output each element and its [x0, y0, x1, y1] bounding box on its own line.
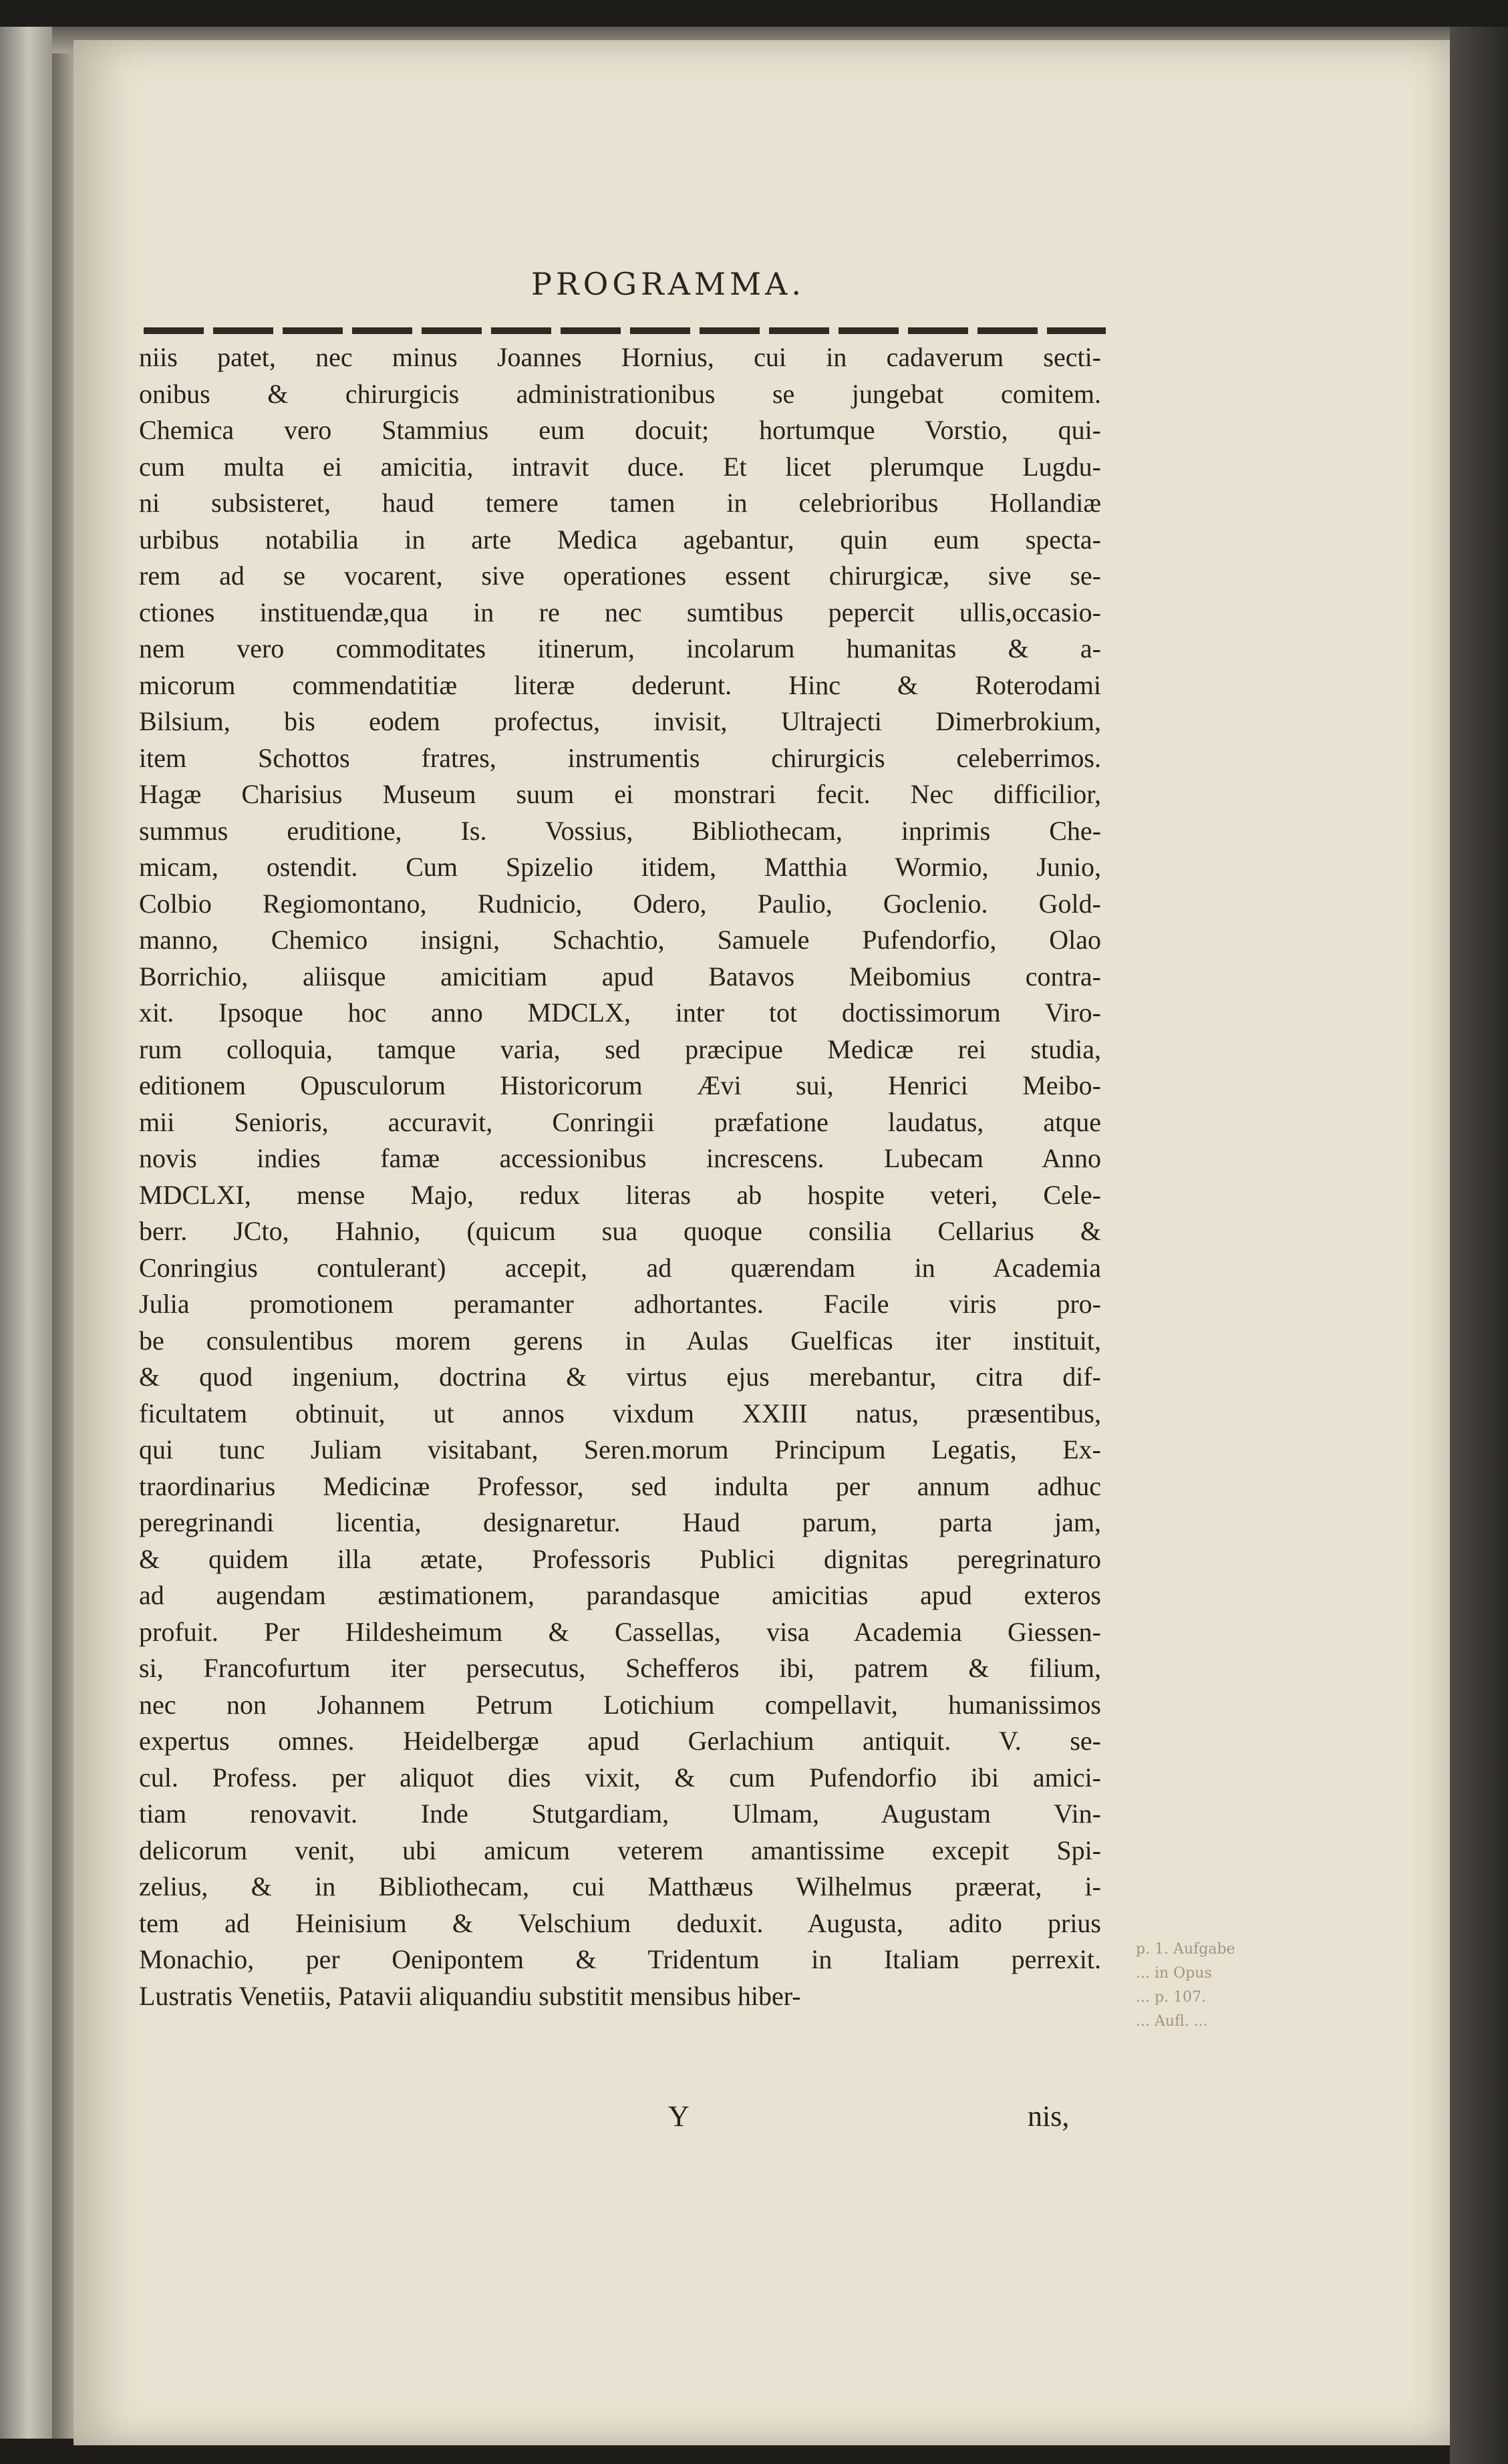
text-line: Bilsium, bis eodem profectus, invisit, Ultrajecti Dimerbrokium,	[139, 706, 1101, 736]
text-line: Borrichio, aliisque amicitiam apud Batavos Meibomius contra-	[139, 961, 1101, 991]
text-line: berr. JCto, Hahnio, (quicum sua quoque consilia Cellarius &	[139, 1216, 1101, 1246]
text-line: & quod ingenium, doctrina & virtus ejus merebantur, citra dif-	[139, 1362, 1101, 1392]
text-line: profuit. Per Hildesheimum & Cassellas, visa Academia Giessen-	[139, 1616, 1101, 1647]
text-line: rem ad se vocarent, sive operationes essent chirurgicæ, sive se-	[139, 561, 1101, 591]
text-line: & quidem illa ætate, Professoris Publici dignitas peregrinaturo	[139, 1543, 1101, 1574]
text-line: zelius, & in Bibliothecam, cui Matthæus Wilhelmus præerat, i-	[139, 1871, 1101, 1901]
margin-note-line: p. 1. Aufgabe	[1136, 1941, 1235, 1958]
text-line: Julia promotionem peramanter adhortantes. Facile viris pro-	[139, 1289, 1101, 1319]
text-line: urbibus notabilia in arte Medica agebantur, quin eum specta-	[139, 524, 1101, 555]
text-line: nem vero commoditates itinerum, incolarum humanitas & a-	[139, 633, 1101, 663]
signature-mark: Y	[668, 2100, 690, 2133]
text-line: rum colloquia, tamque varia, sed præcipue Medicæ rei studia,	[139, 1034, 1101, 1064]
body-text	[139, 339, 1101, 2014]
text-line: manno, Chemico insigni, Schachtio, Samuele Pufendorfio, Olao	[139, 925, 1101, 955]
text-line: Chemica vero Stammius eum docuit; hortumque Vorstio, qui-	[139, 415, 1101, 445]
margin-note-line: ... p. 107.	[1136, 1989, 1207, 2006]
text-line: be consulentibus morem gerens in Aulas Guelficas iter instituit,	[139, 1325, 1101, 1356]
header-rule	[144, 327, 1106, 334]
right-edge	[1450, 27, 1508, 2464]
text-line: qui tunc Juliam visitabant, Seren.morum Principum Legatis, Ex-	[139, 1434, 1101, 1465]
text-line: item Schottos fratres, instrumentis chirurgicis celeberrimos.	[139, 742, 1101, 773]
text-line: Monachio, per Oenipontem & Tridentum in Italiam perrexit.	[139, 1944, 1101, 1974]
text-line: tiam renovavit. Inde Stutgardiam, Ulmam, Augustam Vin-	[139, 1799, 1101, 1829]
margin-note-line: ... Aufl. ...	[1136, 2013, 1208, 2030]
text-line: peregrinandi licentia, designaretur. Haud parum, parta jam,	[139, 1507, 1101, 1537]
text-line: nec non Johannem Petrum Lotichium compellavit, humanissimos	[139, 1689, 1101, 1720]
text-line: summus eruditione, Is. Vossius, Bibliothecam, inprimis Che-	[139, 815, 1101, 846]
text-line: si, Francofurtum iter persecutus, Schefferos ibi, patrem & filium,	[139, 1653, 1101, 1683]
text-line: novis indies famæ accessionibus increscens. Lubecam Anno	[139, 1143, 1101, 1173]
text-line: micam, ostendit. Cum Spizelio itidem, Matthia Wormio, Junio,	[139, 852, 1101, 882]
running-head: PROGRAMMA.	[531, 266, 805, 302]
text-line: xit. Ipsoque hoc anno MDCLX, inter tot doctissimorum Viro-	[139, 997, 1101, 1028]
text-line: mii Senioris, accuravit, Conringii præfatione laudatus, atque	[139, 1106, 1101, 1137]
catchword: nis,	[1028, 2100, 1070, 2133]
text-line: expertus omnes. Heidelbergæ apud Gerlachium antiquit. V. se-	[139, 1726, 1101, 1756]
text-line: Colbio Regiomontano, Rudnicio, Odero, Paulio, Goclenio. Gold-	[139, 888, 1101, 919]
text-line: niis patet, nec minus Joannes Hornius, cui in cadaverum secti-	[139, 342, 1101, 372]
text-line: MDCLXI, mense Majo, redux literas ab hospite veteri, Cele-	[139, 1179, 1101, 1210]
left-page-edge	[0, 27, 52, 2439]
marginal-handwritten-note	[1136, 1938, 1236, 2034]
text-line: delicorum venit, ubi amicum veterem amantissime excepit Spi-	[139, 1835, 1101, 1865]
text-line: Hagæ Charisius Museum suum ei monstrari fecit. Nec difficilior,	[139, 779, 1101, 809]
text-line: micorum commendatitiæ literæ dederunt. Hinc & Roterodami	[139, 669, 1101, 700]
text-line: cum multa ei amicitia, intravit duce. Et licet plerumque Lugdu-	[139, 451, 1101, 482]
text-line: Conringius contulerant) accepit, ad quærendam in Academia	[139, 1252, 1101, 1283]
text-line: Lustratis Venetiis, Patavii aliquandiu substitit mensibus hiber-	[139, 1980, 801, 2011]
text-line: ad augendam æstimationem, parandasque amicitias apud exteros	[139, 1580, 1101, 1610]
text-line: onibus & chirurgicis administrationibus se jungebat comitem.	[139, 378, 1101, 409]
text-line: traordinarius Medicinæ Professor, sed indulta per annum adhuc	[139, 1471, 1101, 1501]
text-line: ni subsisteret, haud temere tamen in celebrioribus Hollandiæ	[139, 488, 1101, 518]
text-line: ctiones instituendæ,qua in re nec sumtibus pepercit ullis,occasio-	[139, 597, 1101, 627]
text-line: editionem Opusculorum Historicorum Ævi sui, Henrici Meibo-	[139, 1070, 1101, 1100]
text-line: ficultatem obtinuit, ut annos vixdum XXIII natus, præsentibus,	[139, 1398, 1101, 1428]
text-line: cul. Profess. per aliquot dies vixit, & cum Pufendorfio ibi amici-	[139, 1762, 1101, 1793]
margin-note-line: ... in Opus	[1136, 1965, 1212, 1982]
text-line: tem ad Heinisium & Velschium deduxit. Augusta, adito prius	[139, 1907, 1101, 1938]
